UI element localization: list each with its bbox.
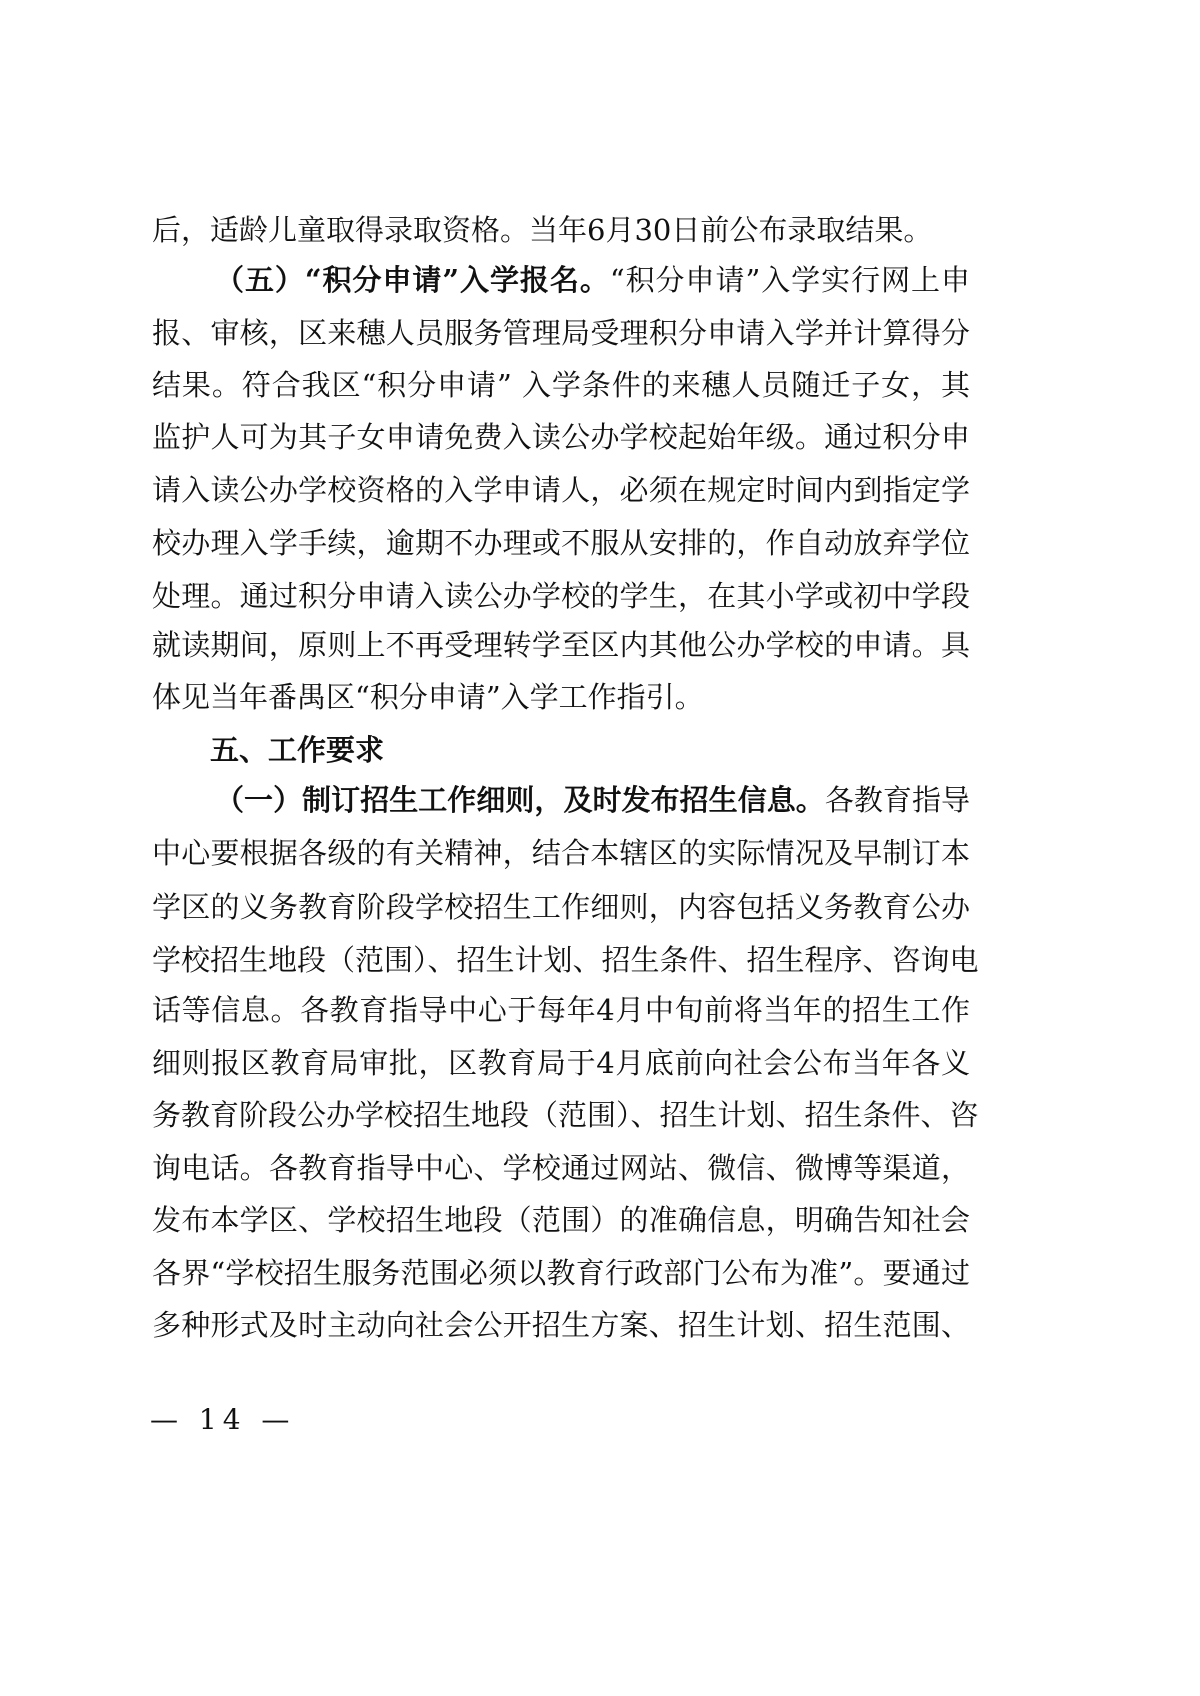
paragraph-line [152,1148,970,1188]
body-text: 学校招生地段（范围）、招生计划、招生条件、招生程序、咨询电 [152,943,979,977]
paragraph-line [152,417,970,457]
page-number: — 14 — [150,1403,296,1436]
body-text: 结果。符合我区“积分申请” 入学条件的来穗人员随迁子女，其 [152,368,970,402]
paragraph-line [152,210,970,250]
body-text: 后，适龄儿童取得录取资格。当年6月30日前公布录取结果。 [152,213,933,247]
body-text: 体见当年番禺区“积分申请”入学工作指引。 [152,680,704,714]
body-text: 处理。通过积分申请入读公办学校的学生，在其小学或初中学段 [152,579,970,613]
paragraph-line [152,365,970,405]
paragraph-line [215,780,970,820]
paragraph-line [215,260,970,300]
body-text: 询电话。各教育指导中心、学校通过网站、微信、微博等渠道， [152,1151,970,1185]
body-text: 中心要根据各级的有关精神，结合本辖区的实际情况及早制订本 [152,836,970,870]
paragraph-line [152,313,970,353]
body-text: 学区的义务教育阶段学校招生工作细则，内容包括义务教育公办 [152,890,970,924]
paragraph-line [152,833,970,873]
body-text: “积分申请”入学实行网上申 [609,263,970,297]
paragraph-line [152,940,979,980]
section-heading [210,730,970,770]
bold-lead-text: 五、工作要求 [210,733,385,767]
body-text: 话等信息。各教育指导中心于每年4月中旬前将当年的招生工作 [152,993,970,1027]
paragraph-line [152,625,970,665]
bold-lead-text: （一）制订招生工作细则，及时发布招生信息。 [215,783,825,817]
body-text: 就读期间，原则上不再受理转学至区内其他公办学校的申请。具 [152,628,970,662]
paragraph-line [152,887,970,927]
body-text: 请入读公办学校资格的入学申请人，必须在规定时间内到指定学 [152,473,970,507]
body-text: 报、审核，区来穗人员服务管理局受理积分申请入学并计算得分 [152,316,970,350]
paragraph-line [152,576,970,616]
paragraph-line [152,1043,970,1083]
paragraph-line [152,990,970,1030]
body-text: 务教育阶段公办学校招生地段（范围）、招生计划、招生条件、咨 [152,1098,979,1132]
body-text: 校办理入学手续，逾期不办理或不服从安排的，作自动放弃学位 [152,526,970,560]
body-text: 监护人可为其子女申请免费入读公办学校起始年级。通过积分申 [152,420,970,454]
body-text: 细则报区教育局审批，区教育局于4月底前向社会公布当年各义 [152,1046,970,1080]
paragraph-line [152,1253,970,1293]
paragraph-line [152,470,970,510]
body-text: 各教育指导 [824,783,970,817]
paragraph-line [152,1305,970,1345]
body-text: 各界“学校招生服务范围必须以教育行政部门公布为准”。要通过 [152,1256,970,1290]
bold-lead-text: （五）“积分申请”入学报名。 [215,263,610,297]
paragraph-line [152,1200,970,1240]
body-text: 多种形式及时主动向社会公开招生方案、招生计划、招生范围、 [152,1308,970,1342]
paragraph-line [152,523,970,563]
paragraph-line [152,1095,979,1135]
body-text: 发布本学区、学校招生地段（范围）的准确信息，明确告知社会 [152,1203,970,1237]
paragraph-line [152,677,970,717]
